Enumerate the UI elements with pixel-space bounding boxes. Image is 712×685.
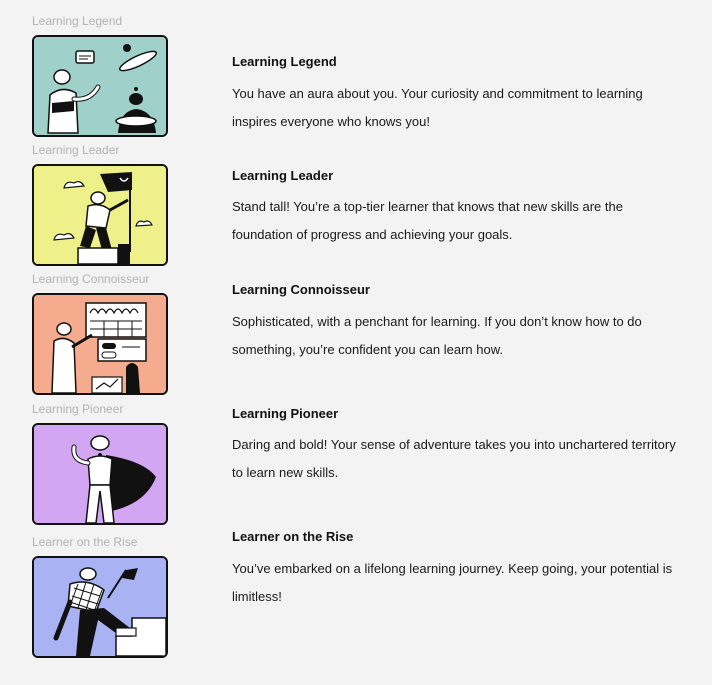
connoisseur-illustration — [34, 295, 166, 393]
tier-description: You’ve embarked on a lifelong learning journey. Keep going, your potential is limitless! — [232, 561, 673, 604]
connoisseur-illustration-card — [32, 293, 168, 395]
tier-title: Learning Pioneer — [232, 406, 339, 421]
pioneer-illustration-card — [32, 423, 168, 525]
tier-description: Daring and bold! Your sense of adventure takes you into unchartered territory to learn new skills. — [232, 437, 676, 480]
leader-illustration-card — [32, 164, 168, 266]
tier-caption: Learning Connoisseur — [32, 272, 150, 286]
tier-description: Sophisticated, with a penchant for learning. If you don’t know how to do something, you’re confident you can learn how. — [232, 314, 642, 357]
leader-illustration — [34, 166, 166, 264]
tier-caption: Learning Pioneer — [32, 402, 124, 416]
legend-illustration-card — [32, 35, 168, 137]
pioneer-illustration — [34, 425, 166, 523]
tier-caption: Learning Leader — [32, 143, 120, 157]
rise-illustration-card — [32, 556, 168, 658]
tier-title: Learner on the Rise — [232, 529, 354, 544]
tier-description: Stand tall! You’re a top-tier learner that knows that new skills are the foundation of progress and achieving your goals. — [232, 199, 623, 242]
tier-title: Learning Leader — [232, 168, 334, 183]
tier-description: You have an aura about you. Your curiosity and commitment to learning inspires everyone who knows you! — [232, 86, 643, 129]
tier-caption: Learning Legend — [32, 14, 123, 28]
tier-title: Learning Connoisseur — [232, 282, 370, 297]
rise-illustration — [34, 558, 166, 656]
legend-illustration — [34, 37, 166, 135]
tier-title: Learning Legend — [232, 54, 337, 69]
tier-caption: Learner on the Rise — [32, 535, 138, 549]
